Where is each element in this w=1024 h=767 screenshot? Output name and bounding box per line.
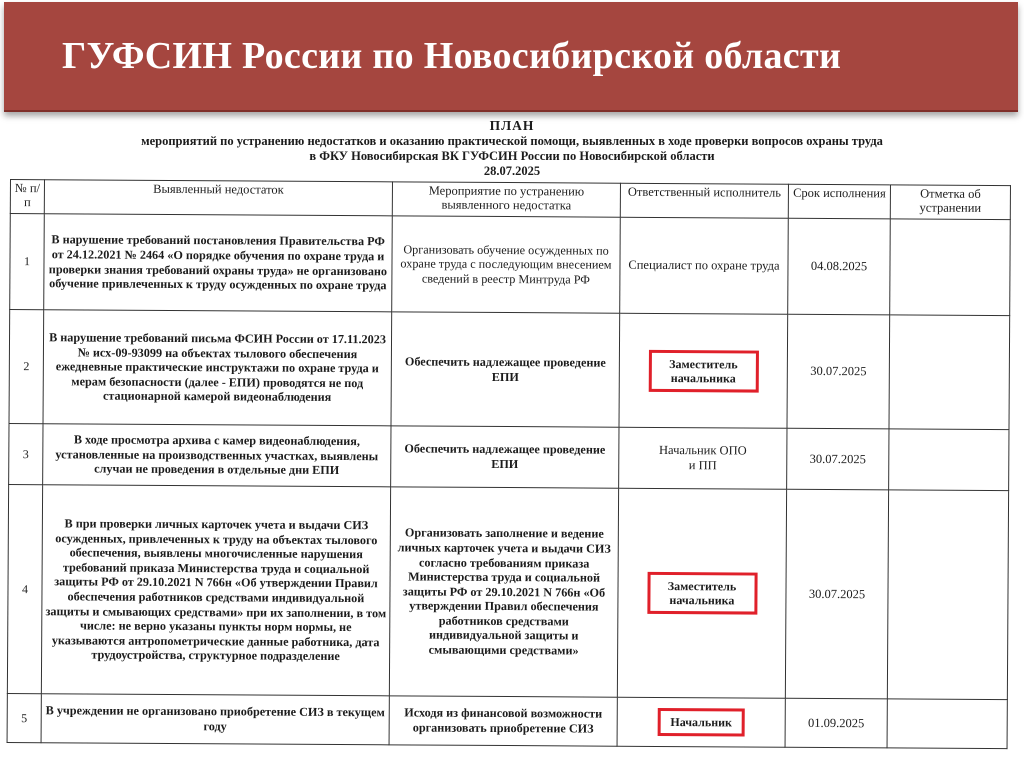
- row-measure: Исходя из финансовой возможности организовать приобретение СИЗ: [389, 696, 617, 746]
- row-mark: [887, 699, 1007, 749]
- row-measure: Обеспечить надлежащее проведение ЕПИ: [391, 312, 620, 427]
- highlighted-responsible: Заместитель начальника: [648, 349, 758, 392]
- header-measure: Мероприятие по устранению выявленного недостатка: [392, 182, 620, 217]
- row-deadline: 30.07.2025: [785, 489, 888, 699]
- plan-date: 28.07.2025: [483, 164, 541, 178]
- title-banner: [4, 2, 1018, 112]
- row-mark: [890, 219, 1011, 316]
- table-row: [9, 310, 1010, 430]
- row-deadline: 30.07.2025: [787, 314, 890, 429]
- row-measure: Обеспечить надлежащее проведение ЕПИ: [391, 426, 619, 488]
- scanned-document: [0, 112, 1024, 767]
- header-defect: Выявленный недостаток: [44, 180, 392, 216]
- table-row: [7, 484, 1008, 699]
- row-deadline: 01.09.2025: [785, 698, 887, 748]
- highlighted-responsible: Начальник: [657, 708, 745, 737]
- row-responsible: [617, 488, 786, 698]
- row-defect: В при проверки личных карточек учета и выдачи СИЗ осужденных, привлеченных к труду на объектах тылового обеспечения, выявлены многочисленные нарушения требований приказа Министерства труда и социальной защиты РФ от 29.10.2021 N 766н «Об утверждении Правил обеспечения работников средствами индивидуальной защиты и смывающих средствами» при их заполнении, в том числе: не верно указаны пункты норм нормы, не указываются антропометрические данные работника, дата трудоустройства, структурное подразделение: [41, 485, 390, 696]
- row-deadline: 30.07.2025: [787, 428, 889, 490]
- row-defect: В нарушение требований постановления Правительства РФ от 24.12.2021 № 2464 «О порядке обучения по охране труда и проверки знания требований охраны труда» не организовано обучение привлеченных к труду осужденных по охране труда: [44, 214, 393, 312]
- highlighted-responsible: Заместитель начальника: [647, 572, 757, 615]
- header-num: № п/п: [10, 180, 44, 214]
- responsible-text: Начальник ОПО и ПП: [659, 442, 747, 473]
- table-row: [9, 423, 1009, 490]
- responsible-text: Специалист по охране труда: [628, 257, 780, 273]
- row-number: 4: [7, 484, 42, 693]
- header-mark: Отметка об устранении: [890, 185, 1010, 220]
- row-responsible: [617, 697, 785, 747]
- slide-title: ГУФСИН России по Новосибирской области: [62, 35, 842, 77]
- row-responsible: [620, 217, 789, 314]
- row-number: 3: [9, 423, 43, 484]
- header-deadline: Срок исполнения: [788, 184, 890, 219]
- header-responsible: Ответственный исполнитель: [620, 183, 788, 218]
- row-number: 5: [7, 693, 41, 742]
- plan-subheading-2: в ФКУ Новосибирская ВК ГУФСИН России по Новосибирской области: [309, 149, 715, 163]
- plan-subheading-1: мероприятий по устранению недостатков и оказанию практической помощи, выявленных в ходе проверки вопросов охраны труда: [141, 134, 883, 148]
- row-defect: В нарушение требований письма ФСИН России от 17.11.2023 № исх-09-93099 на объектах тылового обеспечения ежедневные практические инструктажи по охране труда и мерам безопасности (далее - ЕПИ) проводятся не под стационарной камерой видеонаблюдения: [43, 310, 392, 426]
- row-measure: Организовать обучение осужденных по охране труда с последующим внесением сведений в реестр Минтруда РФ: [392, 216, 621, 313]
- row-responsible: [619, 427, 787, 489]
- row-number: 1: [10, 214, 45, 310]
- plan-heading: ПЛАН: [489, 118, 535, 133]
- row-mark: [889, 429, 1009, 491]
- row-deadline: 04.08.2025: [788, 218, 891, 315]
- row-number: 2: [9, 310, 44, 424]
- row-defect: В учреждении не организовано приобретение СИЗ в текущем году: [41, 694, 389, 745]
- row-measure: Организовать заполнение и ведение личных карточек учета и выдачи СИЗ согласно требованиям приказа Министерства труда и социальной защиты РФ от 29.10.2021 N 766н «Об утверждении Правил обеспечения работников средствами индивидуальной защиты и смывающими средствами»: [389, 487, 618, 697]
- table-row: [10, 214, 1011, 316]
- row-mark: [889, 315, 1010, 430]
- plan-table: [7, 179, 1011, 749]
- row-defect: В ходе просмотра архива с камер видеонаблюдения, установленные на производственных участках, выявлены случаи не проведения в отдельные дни ЕПИ: [43, 424, 391, 487]
- row-mark: [887, 490, 1008, 700]
- table-row: [7, 693, 1007, 748]
- row-responsible: [619, 313, 788, 428]
